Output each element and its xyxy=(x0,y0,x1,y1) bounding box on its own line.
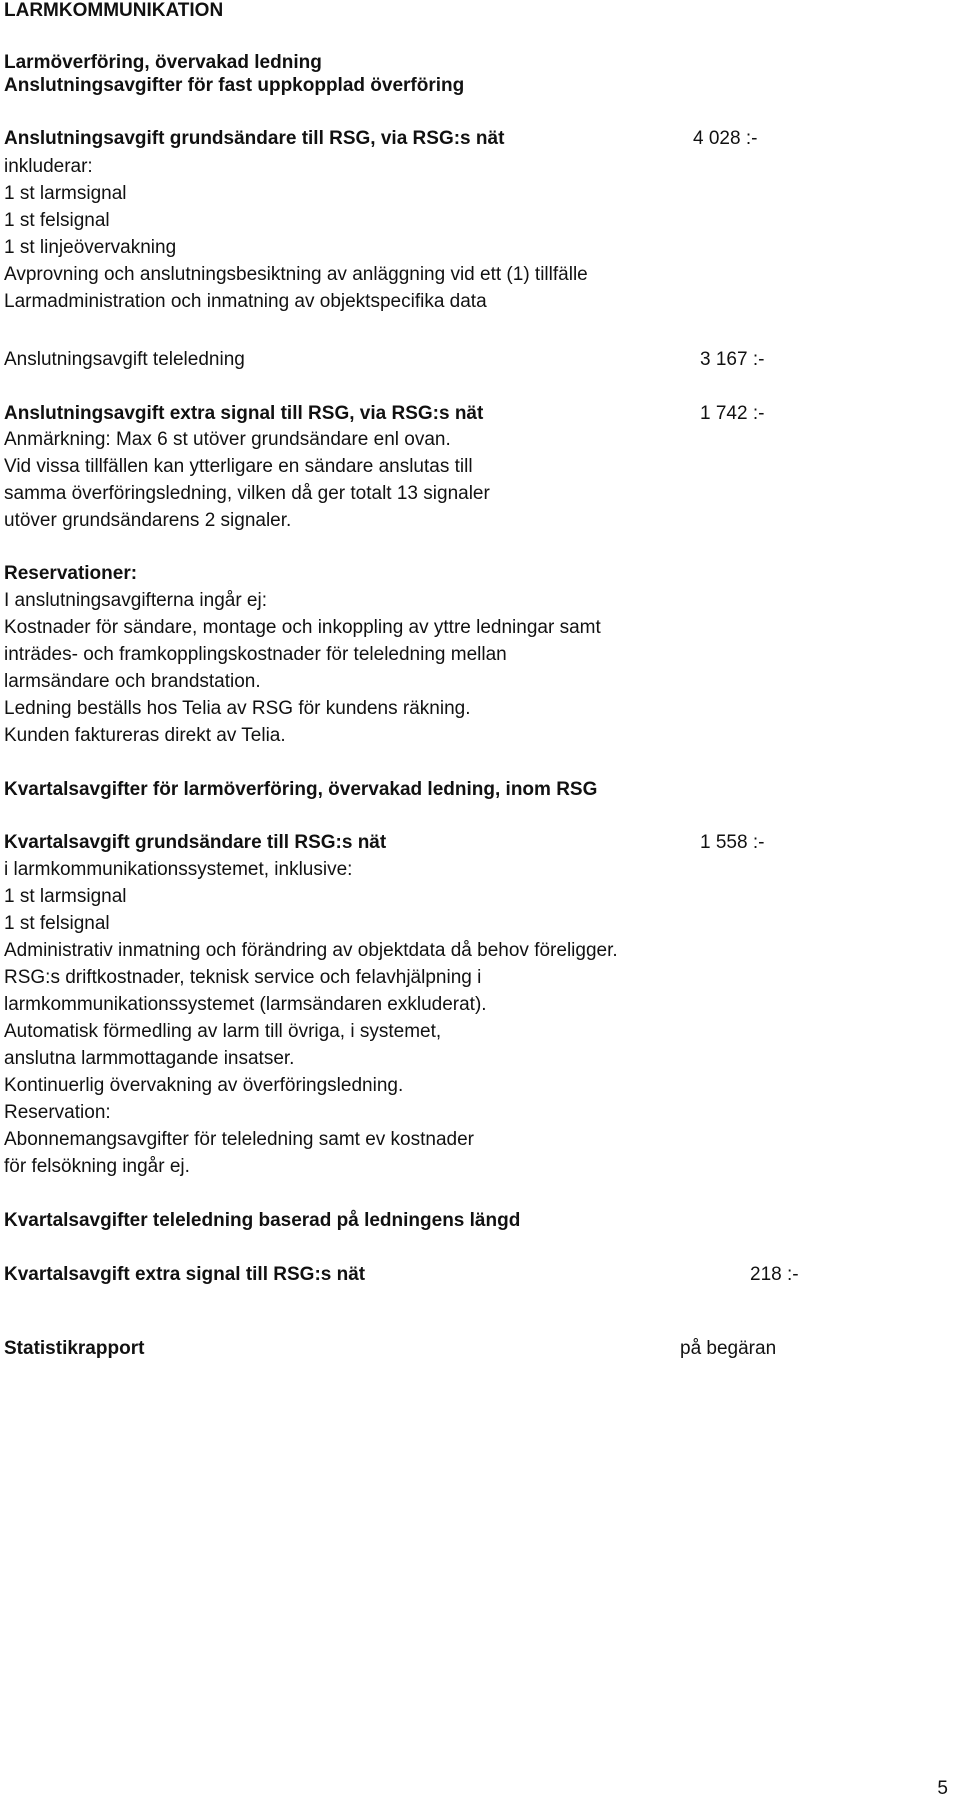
item-line: Kontinuerlig övervakning av överföringsledning. xyxy=(4,1075,404,1096)
item-line: utöver grundsändarens 2 signaler. xyxy=(4,510,292,531)
reservations-line: Kostnader för sändare, montage och inkoppling av yttre ledningar samt xyxy=(4,617,601,638)
item-line: inkluderar: xyxy=(4,156,93,177)
item-line: Vid vissa tillfällen kan ytterligare en sändare anslutas till xyxy=(4,456,473,477)
reservations-line: Ledning beställs hos Telia av RSG för kundens räkning. xyxy=(4,698,471,719)
page-number: 5 xyxy=(937,1778,948,1799)
item-line: 1 st linjeövervakning xyxy=(4,237,177,258)
reservations-line: I anslutningsavgifterna ingår ej: xyxy=(4,590,267,611)
item-line: RSG:s driftkostnader, teknisk service och felavhjälpning i xyxy=(4,967,482,988)
section-heading: Kvartalsavgifter för larmöverföring, övervakad ledning, inom RSG xyxy=(4,779,598,800)
item-line: för felsökning ingår ej. xyxy=(4,1156,190,1177)
section-heading: Larmöverföring, övervakad ledning xyxy=(4,52,322,73)
item-line: 1 st larmsignal xyxy=(4,183,127,204)
item-line: 1 st felsignal xyxy=(4,210,110,231)
item-label: Kvartalsavgift grundsändare till RSG:s nät xyxy=(4,832,387,853)
item-price: på begäran xyxy=(680,1338,777,1359)
item-line: Abonnemangsavgifter för teleledning samt ev kostnader xyxy=(4,1129,474,1150)
item-label: Anslutningsavgift extra signal till RSG, via RSG:s nät xyxy=(4,403,484,424)
item-label: Anslutningsavgift teleledning xyxy=(4,349,245,370)
item-line: Automatisk förmedling av larm till övriga, i systemet, xyxy=(4,1021,442,1042)
item-line: 1 st felsignal xyxy=(4,913,110,934)
item-line: Anmärkning: Max 6 st utöver grundsändare enl ovan. xyxy=(4,429,451,450)
item-price: 1 558 :- xyxy=(700,832,765,853)
item-line: anslutna larmmottagande insatser. xyxy=(4,1048,295,1069)
item-label: Anslutningsavgift grundsändare till RSG, via RSG:s nät xyxy=(4,128,505,149)
item-price: 218 :- xyxy=(750,1264,799,1285)
section-subheading: Anslutningsavgifter för fast uppkopplad överföring xyxy=(4,75,465,96)
item-price: 4 028 :- xyxy=(693,128,758,149)
item-line: Larmadministration och inmatning av objektspecifika data xyxy=(4,291,487,312)
item-line: Administrativ inmatning och förändring av objektdata då behov föreligger. xyxy=(4,940,618,961)
item-line: larmkommunikationssystemet (larmsändaren exkluderat). xyxy=(4,994,487,1015)
document-title: LARMKOMMUNIKATION xyxy=(4,0,224,21)
item-label: Statistikrapport xyxy=(4,1338,145,1359)
reservations-line: Kunden faktureras direkt av Telia. xyxy=(4,725,286,746)
item-line: Avprovning och anslutningsbesiktning av anläggning vid ett (1) tillfälle xyxy=(4,264,588,285)
item-line: 1 st larmsignal xyxy=(4,886,127,907)
item-line: samma överföringsledning, vilken då ger totalt 13 signaler xyxy=(4,483,490,504)
item-line: Reservation: xyxy=(4,1102,111,1123)
reservations-line: inträdes- och framkopplingskostnader för teleledning mellan xyxy=(4,644,507,665)
item-price: 1 742 :- xyxy=(700,403,765,424)
item-line: i larmkommunikationssystemet, inklusive: xyxy=(4,859,353,880)
reservations-heading: Reservationer: xyxy=(4,563,138,584)
reservations-line: larmsändare och brandstation. xyxy=(4,671,261,692)
item-label: Kvartalsavgift extra signal till RSG:s nät xyxy=(4,1264,366,1285)
section-heading: Kvartalsavgifter teleledning baserad på ledningens längd xyxy=(4,1210,521,1231)
item-price: 3 167 :- xyxy=(700,349,765,370)
